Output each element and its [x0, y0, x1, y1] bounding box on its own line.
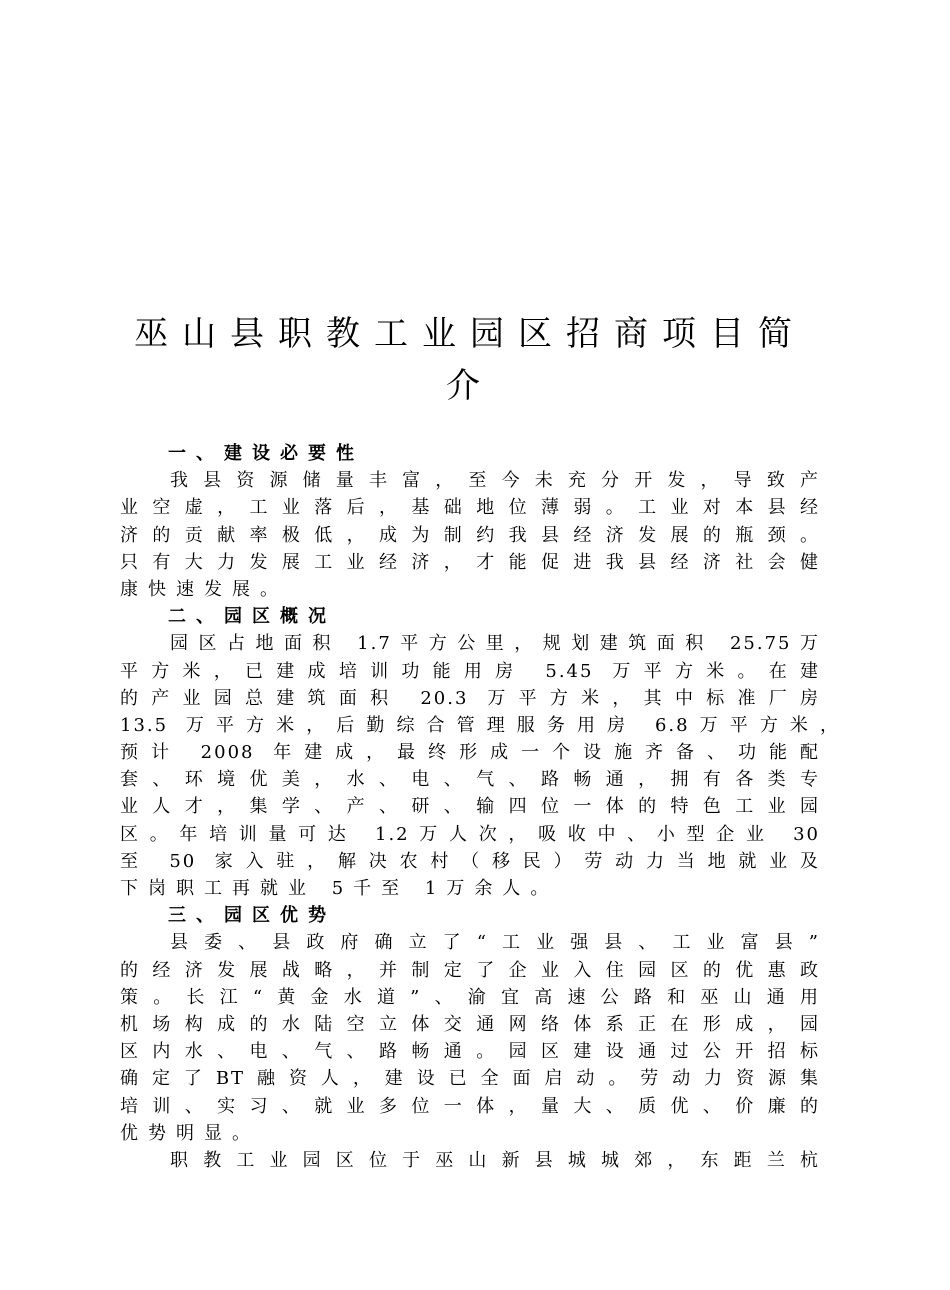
paragraph-line: 园区占地面积 1.7平方公里，规划建筑面积 25.75万: [170, 633, 820, 655]
paragraph-line: 区。年培训量可达 1.2万人次，吸收中、小型企业 30: [120, 823, 820, 845]
paragraph-line: 下岗职工再就业 5千至 1万余人。: [120, 878, 559, 899]
paragraph-line: 康快速发展。: [120, 578, 288, 600]
paragraph-line: 预计 2008 年建成，最终形成一个设施齐备、功能配: [120, 742, 820, 764]
paragraph-line: 套、环境优美，水、电、气、路畅通，拥有各类专: [120, 769, 820, 791]
document-body: [120, 440, 840, 1174]
paragraph-line: 职教工业园区位于巫山新县城城郊，东距兰杭: [170, 1149, 820, 1171]
paragraph-line: 至 50 家入驻，解决农村（移民）劳动力当地就业及: [120, 850, 820, 872]
paragraph-line: 培训、实习、就业多位一体，量大、质优、价廉的: [120, 1095, 820, 1117]
section-heading-necessity: 一、建设必要性: [168, 443, 364, 464]
paragraph-line: 策。长江“黄金水道”、渝宜高速公路和巫山通用: [120, 986, 820, 1008]
paragraph-line: 的产业园总建筑面积 20.3 万平方米，其中标准厂房: [120, 687, 820, 709]
paragraph-line: 的经济发展战略，并制定了企业入住园区的优惠政: [120, 959, 820, 981]
title-line-2: 介: [446, 366, 494, 406]
paragraph-line: 济的贡献率极低，成为制约我县经济发展的瓶颈。: [120, 524, 820, 546]
document-title: [120, 308, 820, 412]
paragraph-line: 机场构成的水陆空立体交通网络体系正在形成，园: [120, 1013, 820, 1035]
paragraph-line: 确定了BT融资人，建设已全面启动。劳动力资源集: [120, 1068, 820, 1090]
paragraph-line: 只有大力发展工业经济，才能促进我县经济社会健: [120, 551, 820, 573]
paragraph-line: 优势明显。: [120, 1122, 260, 1144]
paragraph-line: 业人才，集学、产、研、输四位一体的特色工业园: [120, 796, 820, 818]
paragraph-line: 我县资源储量丰富，至今未充分开发，导致产: [170, 470, 820, 492]
paragraph-line: 13.5 万平方米，后勤综合管理服务用房 6.8万平方米，: [120, 714, 840, 736]
paragraph-line: 县委、县政府确立了“工业强县、工业富县”: [170, 932, 820, 954]
paragraph-line: 平方米，已建成培训功能用房 5.45 万平方米。在建: [120, 660, 820, 682]
section-heading-advantages: 三、园区优势: [168, 905, 336, 927]
section-heading-overview: 二、园区概况: [168, 606, 336, 628]
paragraph-line: 业空虚，工业落后，基础地位薄弱。工业对本县经: [120, 497, 820, 519]
title-line-1: 巫山县职教工业园区招商项目简: [134, 314, 806, 354]
paragraph-line: 区内水、电、气、路畅通。园区建设通过公开招标: [120, 1041, 820, 1063]
